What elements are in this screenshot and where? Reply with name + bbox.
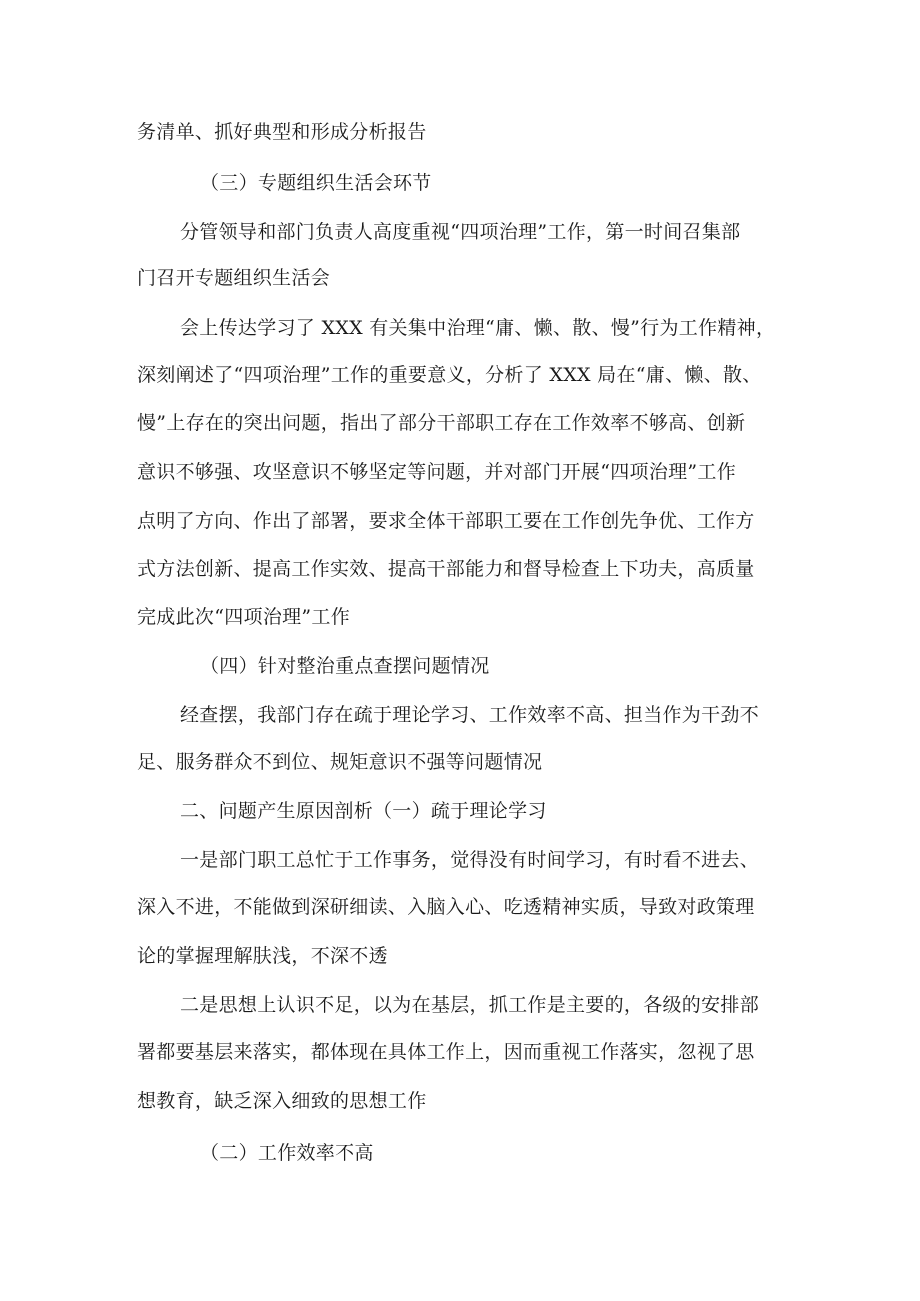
text-line: 门召开专题组织生活会 — [137, 267, 331, 289]
section-heading: （四）针对整治重点查摆问题情况 — [200, 655, 490, 677]
text-line: 二是思想上认识不足，以为在基层，抓工作是主要的，各级的安排部 — [180, 994, 760, 1016]
text-line: 深入不进，不能做到深研细读、入脑入心、吃透精神实质，导致对政策理 — [137, 896, 755, 918]
text-line: 慢”上存在的突出问题，指出了部分干部职工存在工作效率不够高、创新 — [137, 412, 746, 434]
text-line: 足、服务群众不到位、规矩意识不强等问题情况 — [137, 751, 543, 773]
section-heading: 二、问题产生原因剖析（一）疏于理论学习 — [180, 800, 547, 822]
text-line: 分管领导和部门负责人高度重视“四项治理”工作，第一时间召集部 — [180, 221, 741, 243]
text-line: 式方法创新、提高工作实效、提高干部能力和督导检查上下功夫，高质量 — [137, 558, 755, 580]
text-line: 完成此次“四项治理”工作 — [137, 606, 351, 628]
section-heading: （二）工作效率不高 — [200, 1142, 374, 1164]
text-line: 想教育，缺乏深入细致的思想工作 — [137, 1090, 427, 1112]
text-line: 会上传达学习了 XXX 有关集中治理“庸、懒、散、慢”行为工作精神， — [180, 317, 776, 339]
text-line: 务清单、抓好典型和形成分析报告 — [137, 121, 427, 143]
text-line: 一是部门职工总忙于工作事务，觉得没有时间学习，有时看不进去、 — [180, 849, 760, 871]
text-line: 深刻阐述了“四项治理”工作的重要意义，分析了 XXX 局在“庸、懒、散、 — [137, 364, 762, 386]
text-line: 论的掌握理解肤浅，不深不透 — [137, 945, 388, 967]
section-heading: （三）专题组织生活会环节 — [200, 172, 432, 194]
text-line: 经查摆，我部门存在疏于理论学习、工作效率不高、担当作为干劲不 — [180, 704, 760, 726]
text-line: 署都要基层来落实，都体现在具体工作上，因而重视工作落实，忽视了思 — [137, 1041, 755, 1063]
text-line: 意识不够强、攻坚意识不够坚定等问题，并对部门开展“四项治理”工作 — [137, 461, 737, 483]
text-line: 点明了方向、作出了部署，要求全体干部职工要在工作创先争优、工作方 — [137, 510, 755, 532]
